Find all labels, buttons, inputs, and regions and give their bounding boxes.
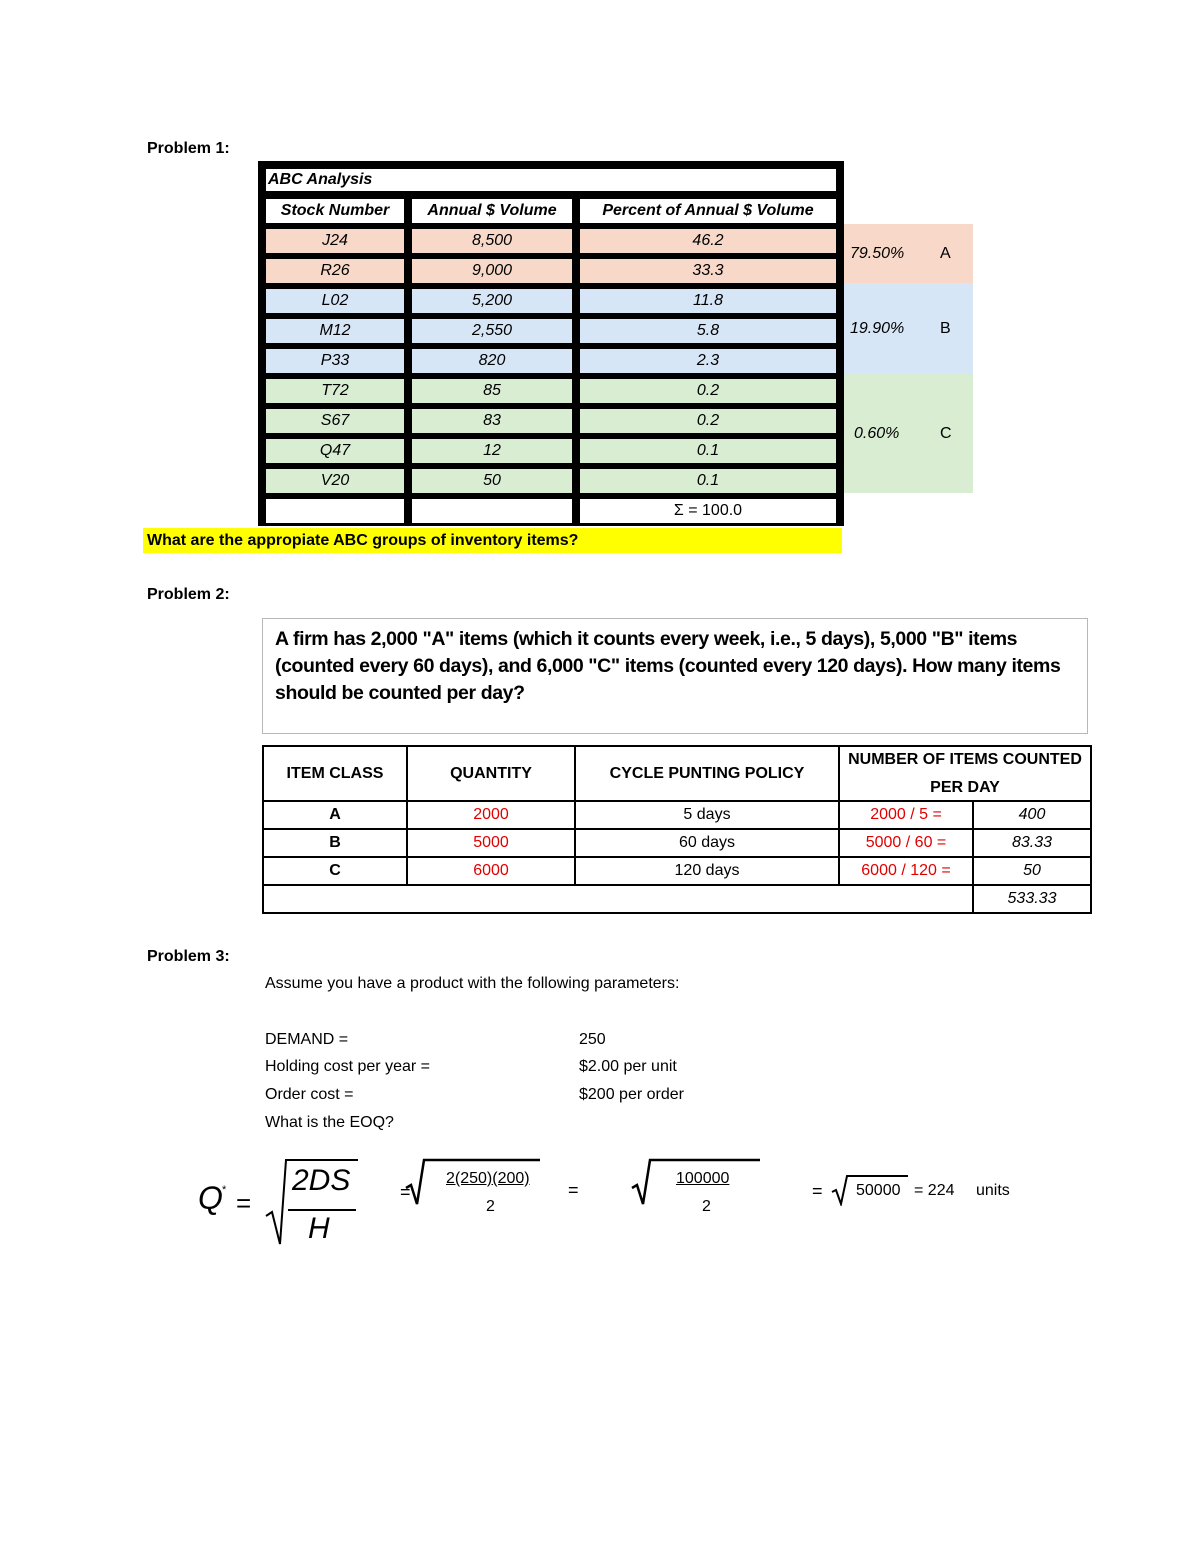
formula-star: * xyxy=(222,1184,227,1196)
result-cell: 50 xyxy=(972,856,1092,886)
group-c-label: C xyxy=(940,424,952,442)
step2-eq: = xyxy=(568,1180,579,1200)
total-empty-cell xyxy=(410,497,574,525)
stock-number-cell: Q47 xyxy=(264,437,406,465)
percent-volume-cell: 0.1 xyxy=(578,467,838,495)
stock-number-cell: R26 xyxy=(264,257,406,285)
stock-number-cell: V20 xyxy=(264,467,406,495)
header-item-class: ITEM CLASS xyxy=(262,745,408,802)
quantity-cell: 6000 xyxy=(406,856,576,886)
item-class-cell: A xyxy=(262,800,408,830)
formula-numerator: 2DS xyxy=(292,1164,351,1197)
policy-cell: 5 days xyxy=(574,800,840,830)
eoq-units: units xyxy=(976,1182,1010,1199)
stock-number-cell: S67 xyxy=(264,407,406,435)
percent-volume-cell: 46.2 xyxy=(578,227,838,255)
problem2-heading: Problem 2: xyxy=(147,586,230,603)
abc-analysis-table xyxy=(258,161,844,526)
header-cycle-policy: CYCLE PUNTING POLICY xyxy=(574,745,840,802)
percent-volume-cell: 2.3 xyxy=(578,347,838,375)
formula-cell: 2000 / 5 = xyxy=(838,800,974,830)
group-b-label: B xyxy=(940,319,951,337)
step1-eq: = xyxy=(400,1182,411,1202)
stock-number-cell: J24 xyxy=(264,227,406,255)
annual-volume-cell: 2,550 xyxy=(410,317,574,345)
abc-table-title: ABC Analysis xyxy=(264,167,838,193)
eoq-result: = 224 xyxy=(914,1182,955,1199)
formula-cell: 6000 / 120 = xyxy=(838,856,974,886)
header-stock-number: Stock Number xyxy=(264,197,406,225)
param-demand-label: DEMAND = xyxy=(265,1031,349,1048)
group-b-band xyxy=(844,283,973,374)
param-holding-value: $2.00 per unit xyxy=(579,1058,677,1075)
stock-number-cell: M12 xyxy=(264,317,406,345)
eoq-formula xyxy=(196,1150,1076,1250)
percent-volume-cell: 0.2 xyxy=(578,407,838,435)
problem3-question: What is the EOQ? xyxy=(265,1114,394,1131)
quantity-cell: 2000 xyxy=(406,800,576,830)
header-items-per-day: NUMBER OF ITEMS COUNTED PER DAY xyxy=(838,745,1092,802)
problem2-prompt-box xyxy=(262,618,1088,734)
group-a-label: A xyxy=(940,244,951,262)
param-order-value: $200 per order xyxy=(579,1086,684,1103)
formula-eq: = xyxy=(236,1188,252,1218)
quantity-cell: 5000 xyxy=(406,828,576,858)
group-b-percent: 19.90% xyxy=(850,319,905,337)
param-demand-value: 250 xyxy=(579,1031,606,1048)
total-percent: Σ = 100.0 xyxy=(578,497,838,525)
problem1-heading: Problem 1: xyxy=(147,140,230,157)
policy-cell: 120 days xyxy=(574,856,840,886)
annual-volume-cell: 85 xyxy=(410,377,574,405)
group-c-percent: 0.60% xyxy=(854,424,900,442)
annual-volume-cell: 83 xyxy=(410,407,574,435)
formula-cell: 5000 / 60 = xyxy=(838,828,974,858)
policy-cell: 60 days xyxy=(574,828,840,858)
result-cell: 400 xyxy=(972,800,1092,830)
percent-volume-cell: 0.1 xyxy=(578,437,838,465)
result-cell: 83.33 xyxy=(972,828,1092,858)
step2-denominator: 2 xyxy=(702,1198,711,1215)
percent-volume-cell: 11.8 xyxy=(578,287,838,315)
percent-volume-cell: 33.3 xyxy=(578,257,838,285)
item-class-cell: C xyxy=(262,856,408,886)
group-c-band xyxy=(844,374,973,493)
group-a-band xyxy=(844,224,973,283)
step1-denominator: 2 xyxy=(486,1198,495,1215)
annual-volume-cell: 820 xyxy=(410,347,574,375)
percent-volume-cell: 0.2 xyxy=(578,377,838,405)
cycle-count-table xyxy=(262,745,1092,915)
annual-volume-cell: 12 xyxy=(410,437,574,465)
problem3-intro: Assume you have a product with the following parameters: xyxy=(265,975,680,992)
step3-eq: = xyxy=(812,1181,823,1201)
total-empty-cell xyxy=(264,497,406,525)
header-percent-volume: Percent of Annual $ Volume xyxy=(578,197,838,225)
stock-number-cell: L02 xyxy=(264,287,406,315)
stock-number-cell: T72 xyxy=(264,377,406,405)
step3-value: 50000 xyxy=(856,1182,901,1199)
percent-volume-cell: 5.8 xyxy=(578,317,838,345)
problem3-heading: Problem 3: xyxy=(147,948,230,965)
annual-volume-cell: 5,200 xyxy=(410,287,574,315)
total-empty-cell xyxy=(262,884,974,914)
annual-volume-cell: 9,000 xyxy=(410,257,574,285)
annual-volume-cell: 50 xyxy=(410,467,574,495)
formula-q: Q xyxy=(198,1180,223,1216)
stock-number-cell: P33 xyxy=(264,347,406,375)
annual-volume-cell: 8,500 xyxy=(410,227,574,255)
total-items-per-day: 533.33 xyxy=(972,884,1092,914)
param-order-label: Order cost = xyxy=(265,1086,354,1103)
formula-denominator: H xyxy=(308,1212,330,1245)
step1-numerator: 2(250)(200) xyxy=(446,1170,530,1187)
header-annual-volume: Annual $ Volume xyxy=(410,197,574,225)
param-holding-label: Holding cost per year = xyxy=(265,1058,430,1075)
step2-numerator: 100000 xyxy=(676,1170,730,1187)
header-quantity: QUANTITY xyxy=(406,745,576,802)
problem2-prompt: A firm has 2,000 "A" items (which it counts every week, i.e., 5 days), 5,000 "B" items (counted every 60 days), and 6,000 "C" items (counted every 120 days). How many items should be counted per day? xyxy=(275,628,1061,704)
problem1-question: What are the appropiate ABC groups of inventory items? xyxy=(143,528,842,553)
group-a-percent: 79.50% xyxy=(850,244,905,262)
item-class-cell: B xyxy=(262,828,408,858)
